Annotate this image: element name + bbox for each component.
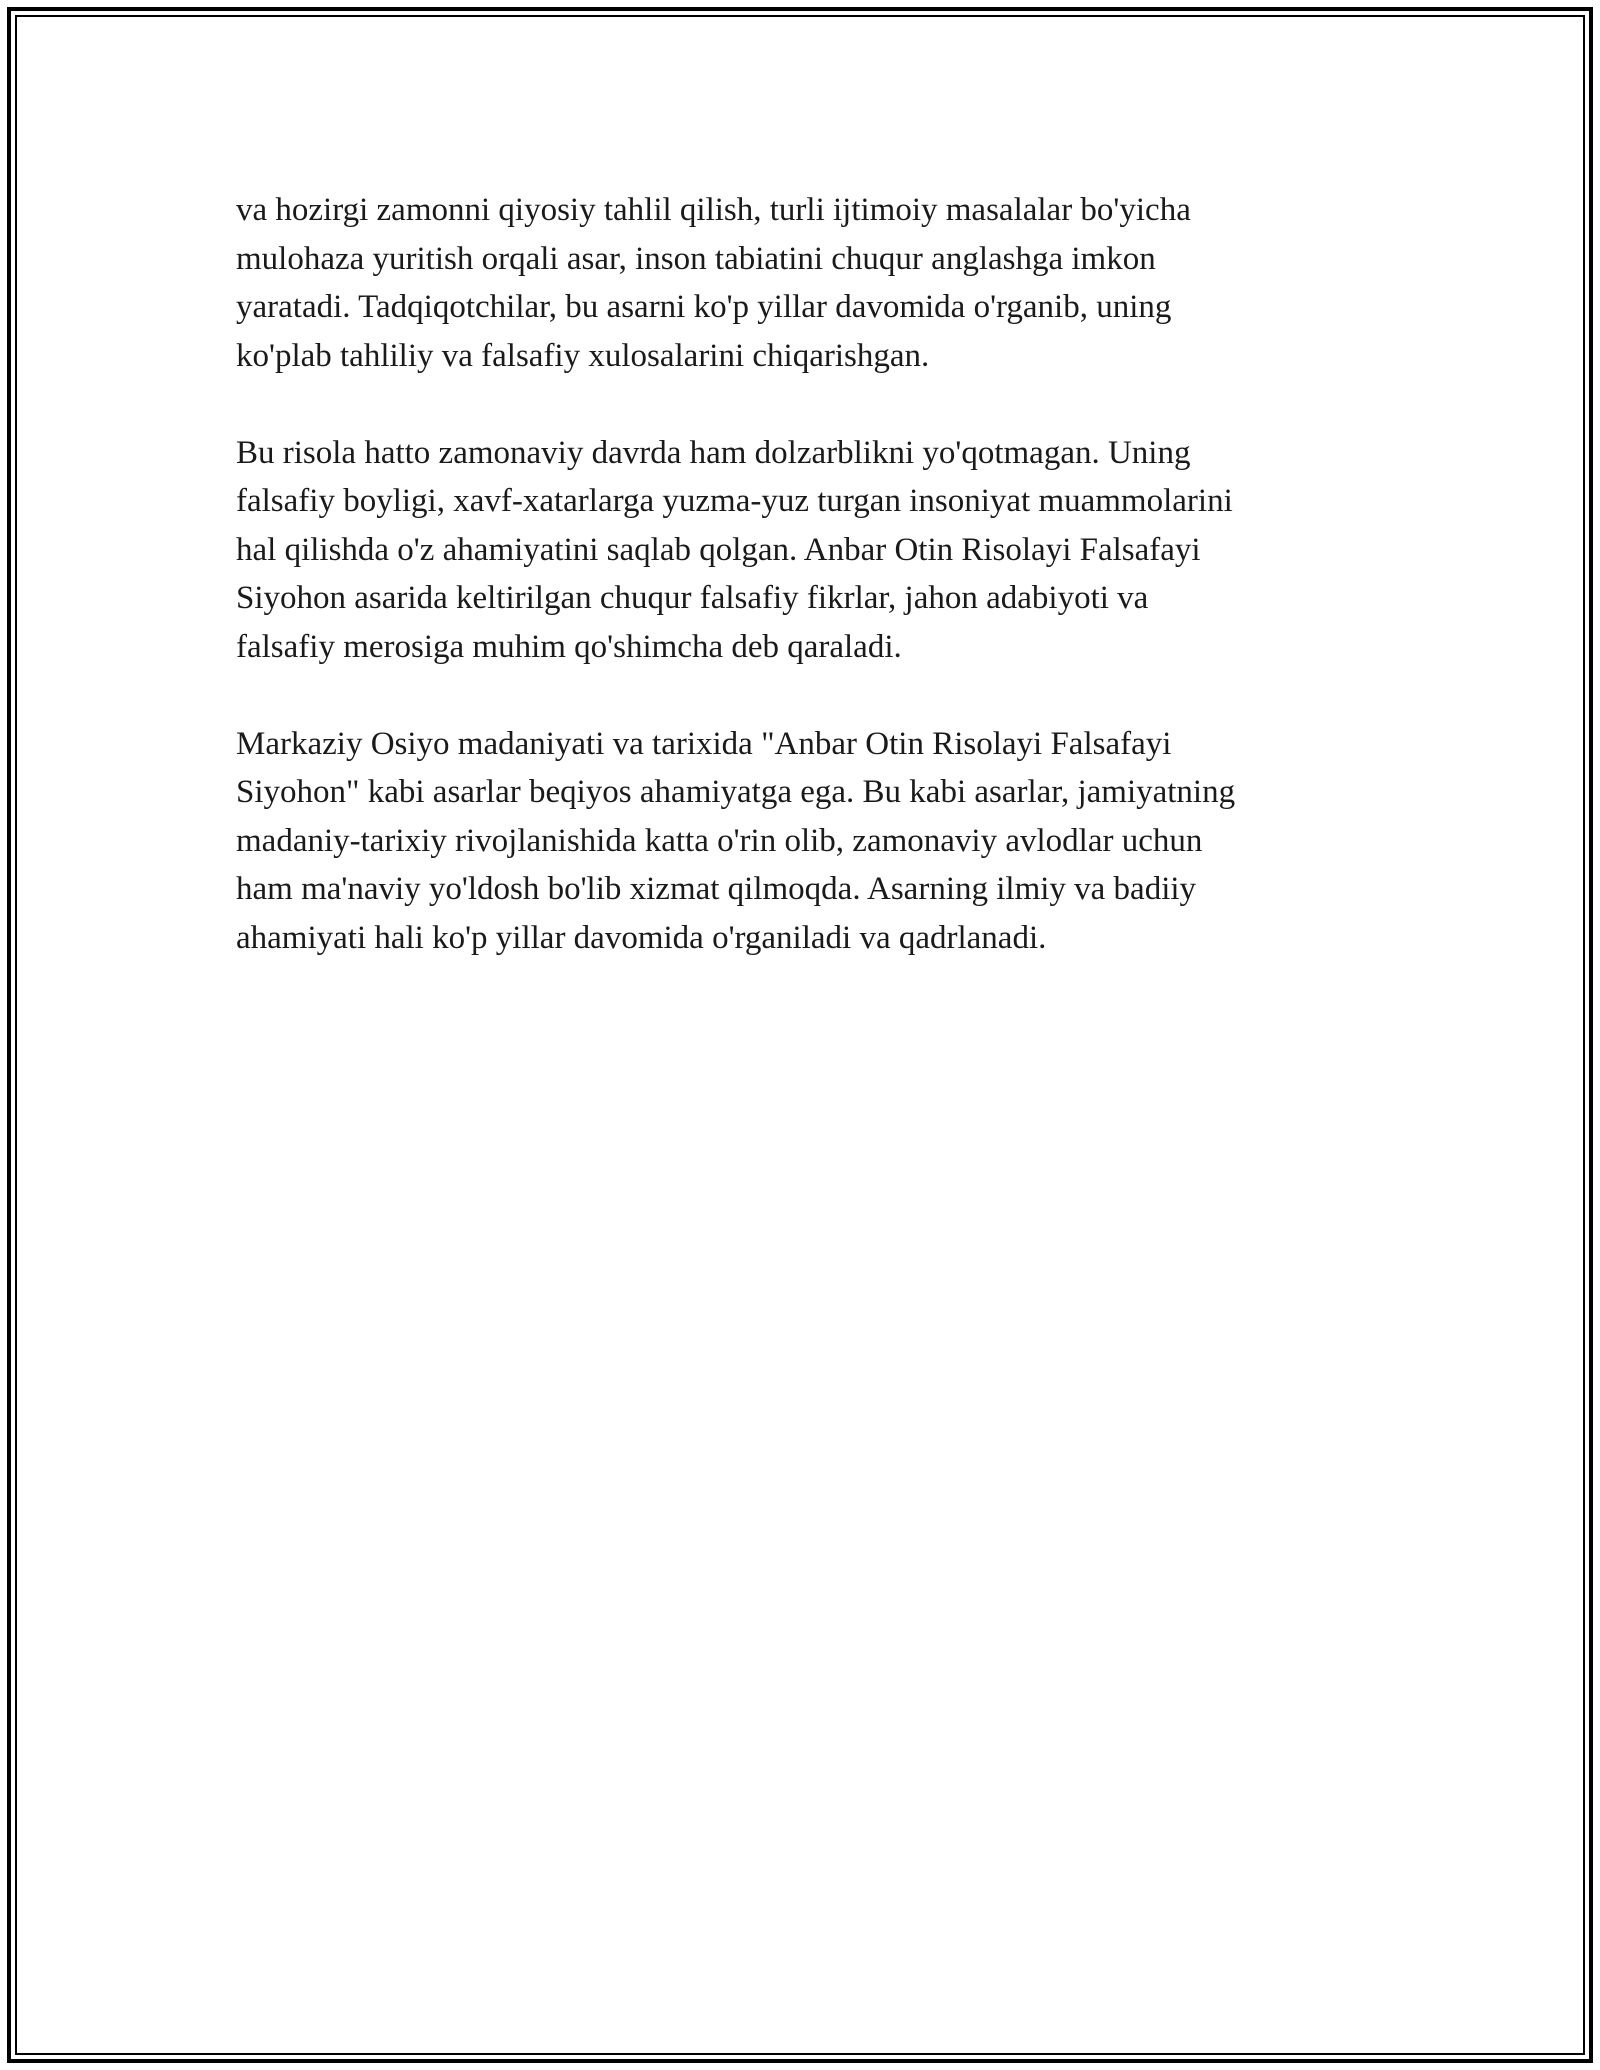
text-line: mulohaza yuritish orqali asar, inson tabiatini chuqur anglashga imkon — [236, 240, 1156, 277]
paragraph-2 — [236, 429, 1406, 672]
document-body — [236, 186, 1406, 1011]
paragraph-3 — [236, 720, 1406, 963]
text-line: hal qilishda o'z ahamiyatini saqlab qolgan. Anbar Otin Risolayi Falsafayi — [236, 531, 1201, 568]
text-line: Siyohon asarida keltirilgan chuqur falsafiy fikrlar, jahon adabiyoti va — [236, 580, 1149, 616]
text-line: Bu risola hatto zamonaviy davrda ham dolzarblikni yo'qotmagan. Uning — [236, 434, 1191, 471]
text-line: falsafiy merosiga muhim qo'shimcha deb qaraladi. — [236, 628, 902, 665]
paragraph-1 — [236, 186, 1406, 380]
text-line: ahamiyati hali ko'p yillar davomida o'rganiladi va qadrlanadi. — [236, 919, 1047, 956]
text-line: madaniy-tarixiy rivojlanishida katta o'rin olib, zamonaviy avlodlar uchun — [236, 822, 1203, 859]
text-line: ko'plab tahliliy va falsafiy xulosalarini chiqarishgan. — [236, 337, 930, 374]
text-line: Markaziy Osiyo madaniyati va tarixida "Anbar Otin Risolayi Falsafayi — [236, 725, 1172, 762]
text-line: falsafiy boyligi, xavf-xatarlarga yuzma-yuz turgan insoniyat muammolarini — [236, 483, 1233, 519]
text-line: va hozirgi zamonni qiyosiy tahlil qilish, turli ijtimoiy masalalar bo'yicha — [236, 192, 1191, 228]
text-line: yaratadi. Tadqiqotchilar, bu asarni ko'p yillar davomida o'rganib, uning — [236, 289, 1172, 325]
text-line: ham ma'naviy yo'ldosh bo'lib xizmat qilmoqda. Asarning ilmiy va badiiy — [236, 871, 1197, 907]
text-line: Siyohon" kabi asarlar beqiyos ahamiyatga ega. Bu kabi asarlar, jamiyatning — [236, 774, 1236, 810]
